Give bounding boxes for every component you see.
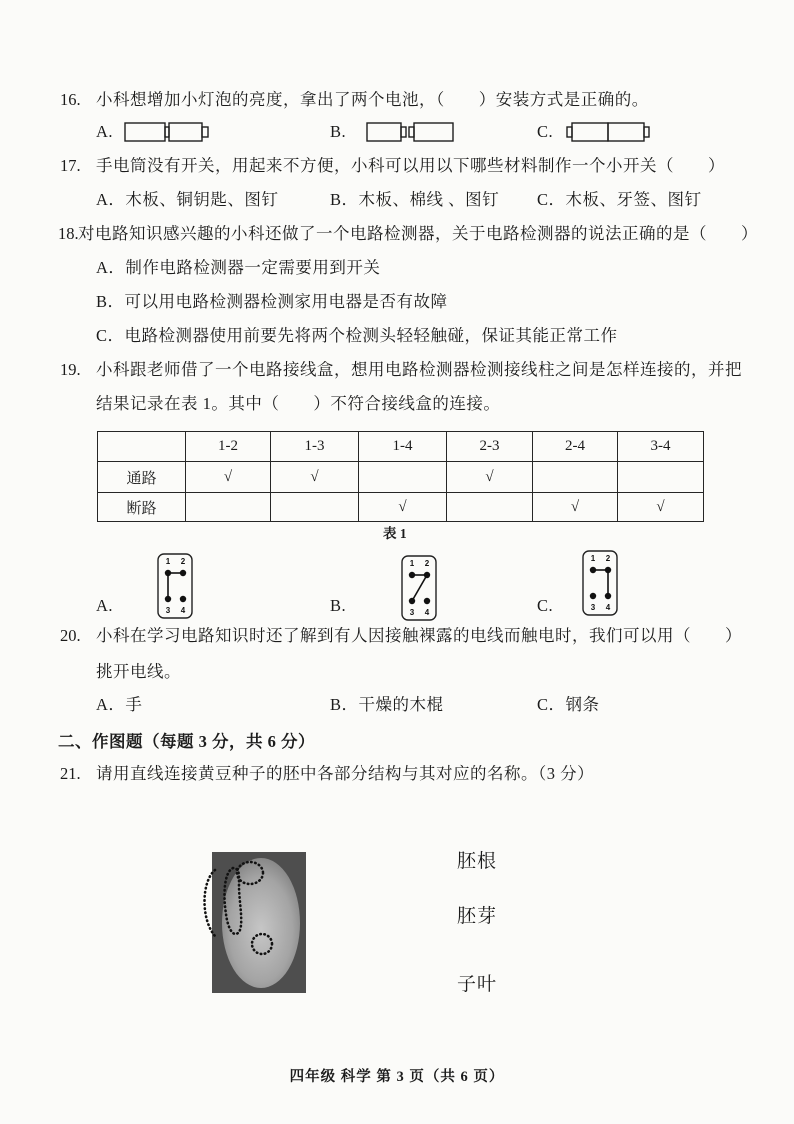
question-19-text-line-2: 结果记录在表 1。其中（ ）不符合接线盒的连接。: [96, 394, 501, 413]
q16-option-a-battery-icon: [124, 121, 210, 143]
terminal-label: 4: [424, 608, 430, 617]
terminal-dot: [424, 572, 430, 578]
terminal-label: 2: [424, 559, 430, 568]
table-row: [98, 493, 704, 522]
q18-option-a: [96, 258, 380, 278]
table-header-cell: 1-4: [359, 432, 447, 462]
q19-option-a-junction-box-icon: [157, 553, 193, 619]
question-20-text-line-1: 小科在学习电路知识时还了解到有人因接触裸露的电线而触电时，我们可以用（ ）: [96, 626, 742, 645]
seed-label-plumule: 胚芽: [457, 906, 498, 927]
terminal-label: 2: [180, 557, 186, 566]
table-cell: [618, 462, 704, 493]
terminal-label: 2: [605, 554, 611, 563]
table-header-cell: 1-2: [186, 432, 271, 462]
terminal-label: 3: [590, 603, 596, 612]
option-text: 制作电路检测器一定需要用到开关: [125, 258, 381, 277]
q19-option-b-junction-box-icon: [401, 555, 437, 621]
question-19-text-line-1: 小科跟老师借了一个电路接线盒，想用电路检测器检测接线柱之间是怎样连接的，并把: [96, 360, 742, 379]
terminal-dot: [590, 567, 596, 573]
table-row-label: 通路: [98, 462, 186, 493]
option-label: A．: [96, 190, 126, 209]
terminal-dot: [180, 596, 186, 602]
table-cell: √: [359, 493, 447, 522]
option-text: 手: [125, 695, 143, 714]
terminal-label: 1: [165, 557, 171, 566]
q19-option-c-label: C.: [537, 596, 554, 615]
option-text: 木板、铜钥匙、图钉: [125, 190, 279, 209]
table-header-cell: 3-4: [618, 432, 704, 462]
q16-option-b-battery-icon: [366, 121, 456, 143]
q18-option-b: [96, 292, 448, 312]
q19-option-a-label: A.: [96, 596, 114, 615]
terminal-label: 3: [165, 606, 171, 615]
soybean-seed-icon: [199, 850, 309, 996]
q16-option-c-battery-icon: [566, 121, 652, 143]
terminal-label: 4: [605, 603, 611, 612]
q19-option-c-junction-box-icon: [582, 550, 618, 616]
terminal-label: 3: [409, 608, 415, 617]
table-caption: 表 1: [383, 526, 407, 541]
seed-label-cotyledon: 子叶: [457, 974, 498, 995]
q16-option-b-label: B.: [330, 122, 347, 141]
terminal-dot: [180, 570, 186, 576]
option-text: 木板、牙签、图钉: [565, 190, 702, 209]
q17-option-c: [537, 190, 702, 210]
table-cell: √: [618, 493, 704, 522]
table-cell: [186, 493, 271, 522]
table-row: [98, 462, 704, 493]
question-20-text-line-2: 挑开电线。: [96, 662, 181, 681]
question-16-number: 16.: [60, 90, 81, 109]
table-header-cell: 1-3: [271, 432, 359, 462]
table-cell: √: [447, 462, 533, 493]
q16-option-a-label: A.: [96, 122, 114, 141]
table-header-cell: 2-4: [533, 432, 618, 462]
terminal-dot: [605, 567, 611, 573]
q19-option-b-label: B.: [330, 596, 347, 615]
terminal-dot: [590, 593, 596, 599]
table-cell: [271, 493, 359, 522]
question-16-text: 小科想增加小灯泡的亮度，拿出了两个电池，（ ）安装方式是正确的。: [96, 90, 649, 109]
table-cell: [447, 493, 533, 522]
terminal-dot: [165, 570, 171, 576]
terminal-label: 1: [409, 559, 415, 568]
option-label: B．: [330, 190, 359, 209]
question-17-text: 手电筒没有开关，用起来不方便，小科可以用以下哪些材料制作一个小开关（ ）: [96, 156, 725, 175]
option-label: A．: [96, 695, 126, 714]
question-21-text: 请用直线连接黄豆种子的胚中各部分结构与其对应的名称。（3 分）: [96, 764, 595, 783]
table-row-label: 断路: [98, 493, 186, 522]
q20-option-b: [330, 695, 444, 715]
table-cell: √: [533, 493, 618, 522]
q20-option-a: [96, 695, 142, 715]
connection-results-table: [97, 431, 704, 522]
option-text: 干燥的木棍: [358, 695, 444, 714]
q17-option-b: [330, 190, 499, 210]
q18-option-c: [96, 326, 618, 346]
section-2-title: 二、作图题（每题 3 分，共 6 分）: [58, 732, 315, 751]
option-label: C．: [537, 695, 566, 714]
option-label: B．: [330, 695, 359, 714]
option-label: C．: [96, 326, 125, 345]
table-header-cell: 2-3: [447, 432, 533, 462]
option-label: C．: [537, 190, 566, 209]
q20-option-c: [537, 695, 600, 715]
q17-option-a: [96, 190, 278, 210]
terminal-dot: [605, 593, 611, 599]
question-17-number: 17.: [60, 156, 81, 175]
question-19-number: 19.: [60, 360, 81, 379]
question-20-number: 20.: [60, 626, 81, 645]
terminal-dot: [409, 572, 415, 578]
terminal-label: 4: [180, 606, 186, 615]
question-18-text: 对电路知识感兴趣的小科还做了一个电路检测器，关于电路检测器的说法正确的是（ ）: [78, 224, 758, 243]
wire-2-3: [412, 575, 427, 601]
page-footer: 四年级 科学 第 3 页（共 6 页）: [289, 1069, 505, 1085]
terminal-dot: [165, 596, 171, 602]
terminal-label: 1: [590, 554, 596, 563]
terminal-dot: [424, 598, 430, 604]
table-cell: [359, 462, 447, 493]
table-corner-cell: [98, 432, 186, 462]
option-text: 木板、棉线 、图钉: [358, 190, 500, 209]
question-18-number: 18.: [58, 224, 79, 243]
q16-option-c-label: C.: [537, 122, 554, 141]
option-text: 可以用电路检测器检测家用电器是否有故障: [124, 292, 448, 311]
option-label: A．: [96, 258, 126, 277]
option-text: 钢条: [565, 695, 600, 714]
question-21-number: 21.: [60, 764, 81, 783]
terminal-dot: [409, 598, 415, 604]
table-cell: √: [186, 462, 271, 493]
table-header-row: [98, 432, 704, 462]
table-cell: √: [271, 462, 359, 493]
option-text: 电路检测器使用前要先将两个检测头轻轻触碰，保证其能正常工作: [124, 326, 618, 345]
option-label: B．: [96, 292, 125, 311]
table-cell: [533, 462, 618, 493]
seed-label-radicle: 胚根: [457, 851, 498, 872]
